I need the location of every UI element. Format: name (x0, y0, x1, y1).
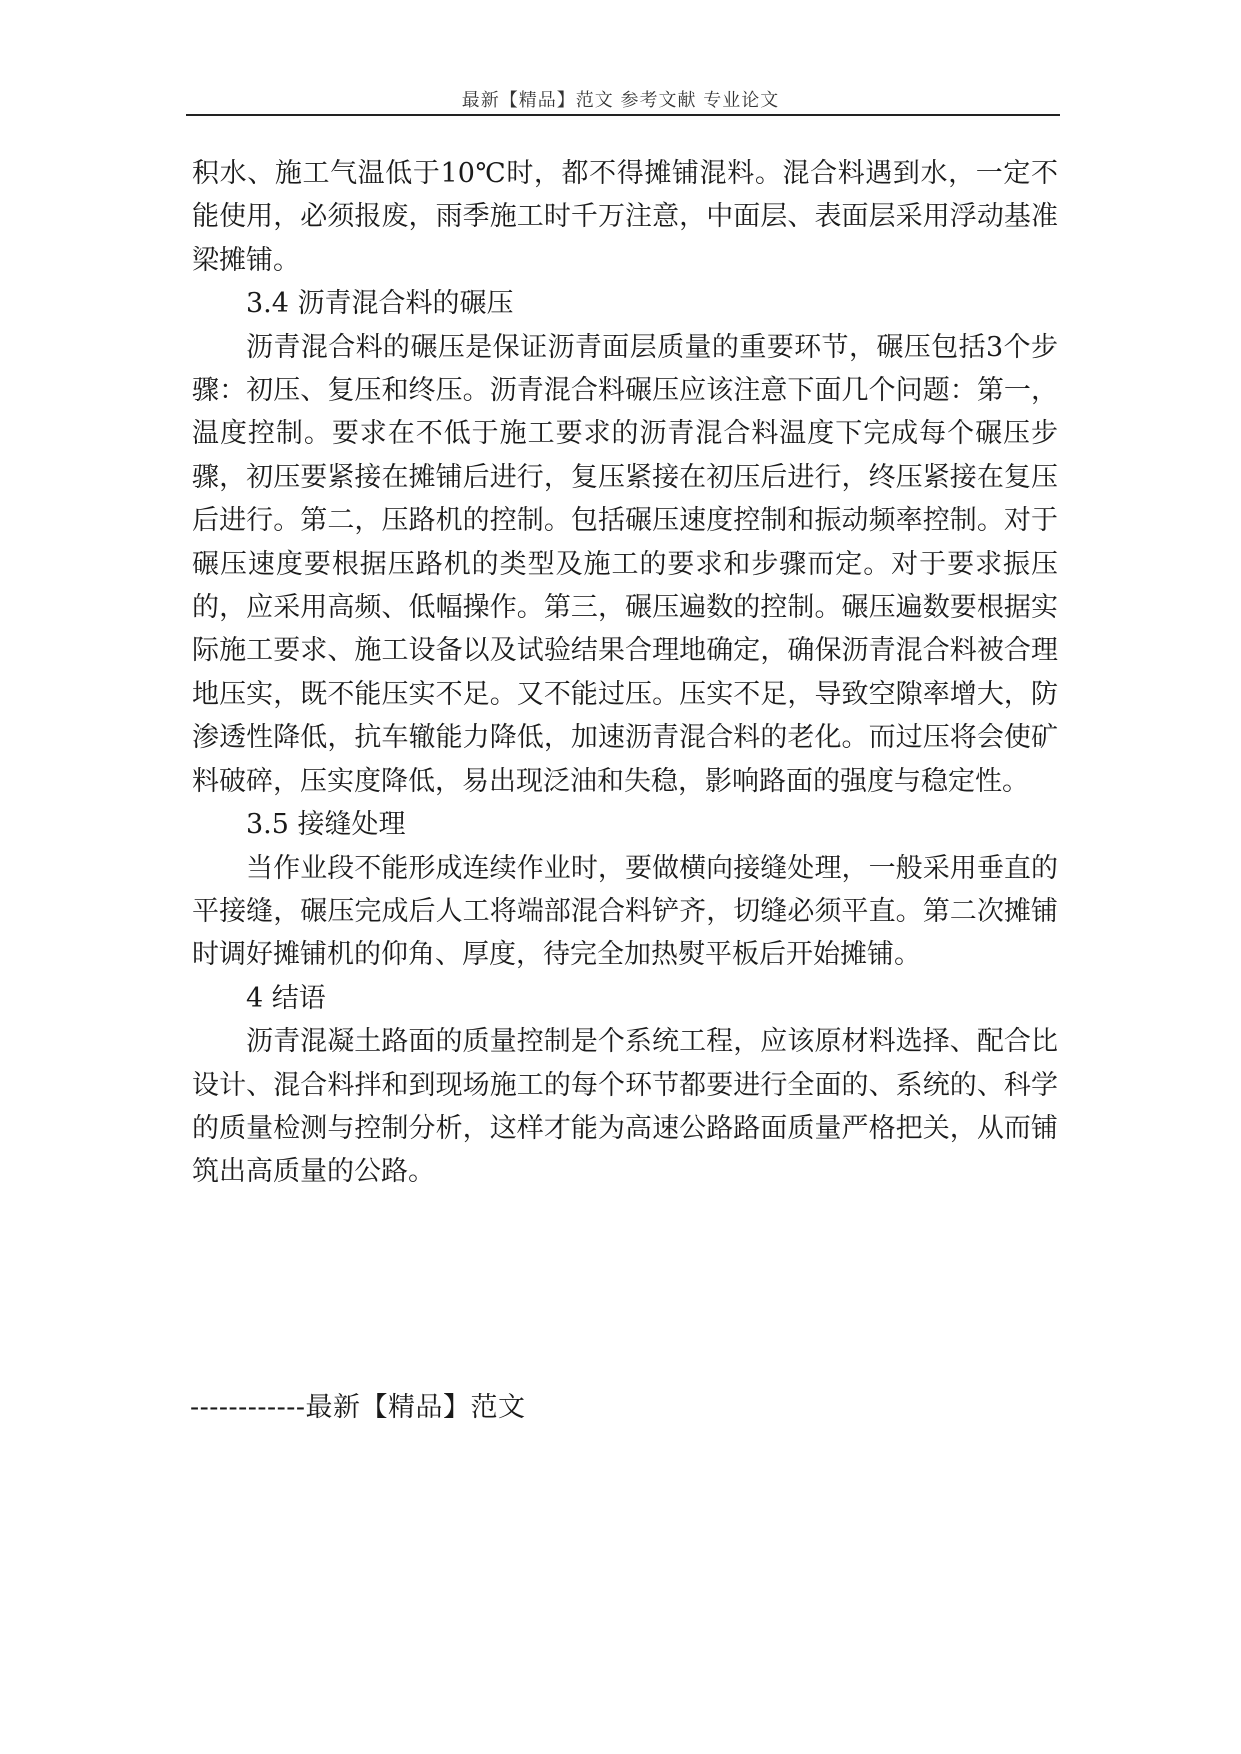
paragraph-joint-treatment: 当作业段不能形成连续作业时，要做横向接缝处理，一般采用垂直的平接缝，碾压完成后人工将端部混合料铲齐，切缝必须平直。第二次摊铺时调好摊铺机的仰角、厚度，待完全加热熨平板后开始摊铺。 (192, 852, 1058, 971)
section-heading-3-4: 3.4 沥青混合料的碾压 (246, 288, 514, 320)
paragraph-rolling: 沥青混合料的碾压是保证沥青面层质量的重要环节，碾压包括3个步骤：初压、复压和终压。沥青混合料碾压应该注意下面几个问题：第一，温度控制。要求在不低于施工要求的沥青混合料温度下完成每个碾压步骤，初压要紧接在摊铺后进行，复压紧接在初压后进行，终压紧接在复压后进行。第二，压路机的控制。包括碾压速度控制和振动频率控制。对于碾压速度要根据压路机的类型及施工的要求和步骤而定。对于要求振压的，应采用高频、低幅操作。第三，碾压遍数的控制。碾压遍数要根据实际施工要求、施工设备以及试验结果合理地确定，确保沥青混合料被合理地压实，既不能压实不足。又不能过压。压实不足，导致空隙率增大，防渗透性降低，抗车辙能力降低，加速沥青混合料的老化。而过压将会使矿料破碎，压实度降低，易出现泛油和失稳，影响路面的强度与稳定性。 (192, 331, 1058, 797)
document-body (192, 152, 1058, 1194)
section-heading-3-5: 3.5 接缝处理 (246, 809, 406, 841)
header-divider (186, 114, 1060, 116)
paragraph-continued: 积水、施工气温低于10℃时，都不得摊铺混料。混合料遇到水，一定不能使用，必须报废，雨季施工时千万注意，中面层、表面层采用浮动基准梁摊铺。 (192, 158, 1058, 276)
paragraph-conclusion: 沥青混凝土路面的质量控制是个系统工程，应该原材料选择、配合比设计、混合料拌和到现场施工的每个环节都要进行全面的、系统的、科学的质量检测与控制分析，这样才能为高速公路路面质量严格把关，从而铺筑出高质量的公路。 (192, 1026, 1058, 1188)
page-header: 最新【精品】范文 参考文献 专业论文 (461, 90, 780, 111)
section-heading-conclusion: 4 结语 (246, 982, 326, 1014)
footer-text: ------------最新【精品】范文 (190, 1392, 526, 1423)
